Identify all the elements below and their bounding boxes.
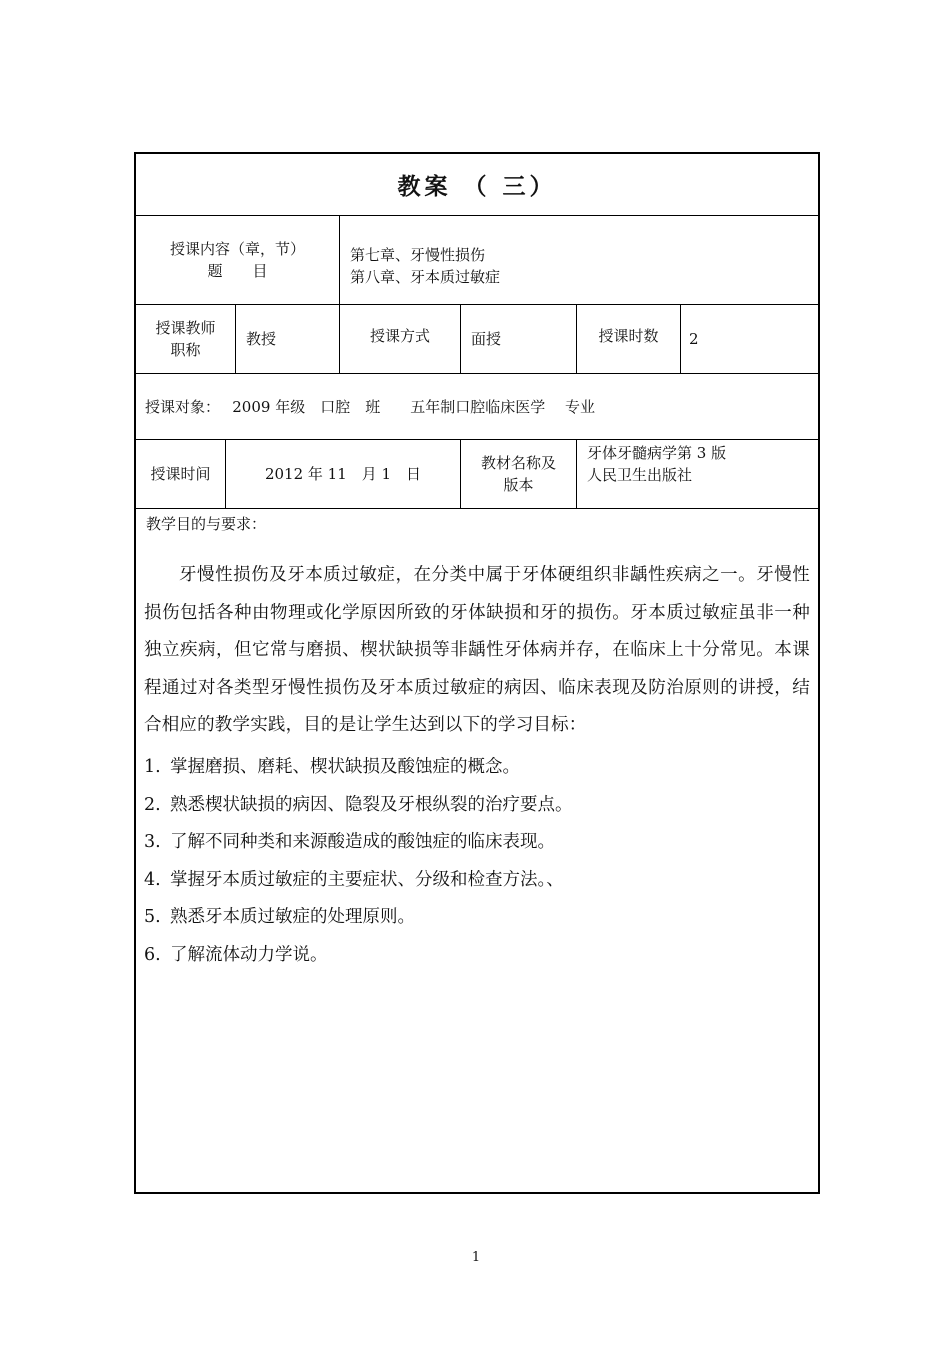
teacher-title-value: 教授 xyxy=(246,330,277,348)
list-item xyxy=(144,899,810,937)
list-item xyxy=(144,749,810,787)
textbook-value-cell xyxy=(577,440,818,508)
teacher-title-cell xyxy=(236,305,340,373)
audience-text: 授课对象： 2009 年级 口腔 班 五年制口腔临床医学 专业 xyxy=(145,397,595,416)
teacher-label-cell xyxy=(136,305,236,373)
hours-value-cell xyxy=(681,305,818,373)
list-item-text: 了解流体动力学说。 xyxy=(170,944,328,965)
content-label-line1: 授课内容（章，节） xyxy=(169,240,305,258)
list-item-text: 掌握磨损、磨耗、楔状缺损及酸蚀症的概念。 xyxy=(170,757,520,777)
hours-label-cell xyxy=(577,305,681,373)
method-label: 授课方式 xyxy=(369,327,430,345)
list-item-number: 5. xyxy=(144,907,161,927)
teacher-row xyxy=(136,305,818,374)
list-item xyxy=(144,787,810,825)
list-item xyxy=(144,937,810,975)
objectives-heading: 教学目的与要求： xyxy=(146,515,267,533)
chapter-line1: 第七章、牙慢性损伤 xyxy=(350,246,486,264)
content-label-line2: 题 目 xyxy=(207,262,268,280)
time-label-cell xyxy=(136,440,226,508)
list-item-number: 4. xyxy=(144,869,161,890)
list-item xyxy=(144,862,810,900)
chapter-line2: 第八章、牙本质过敏症 xyxy=(350,268,501,286)
hours-label: 授课时数 xyxy=(598,327,659,345)
textbook-line1: 牙体牙髓病学第 3 版 xyxy=(587,444,727,462)
list-item xyxy=(144,824,810,862)
lesson-plan-table xyxy=(134,152,820,1194)
content-label-cell xyxy=(136,216,340,304)
page-number: 1 xyxy=(471,1250,481,1265)
content-row xyxy=(136,216,818,305)
list-item-text: 熟悉牙本质过敏症的处理原则。 xyxy=(170,907,415,927)
teacher-label-line2: 职称 xyxy=(170,341,201,359)
objectives-paragraph: 牙慢性损伤及牙本质过敏症，在分类中属于牙体硬组织非龋性疾病之一。牙慢性损伤包括各种由物理或化学原因所致的牙体缺损和牙的损伤。牙本质过敏症虽非一种独立疾病，但它常与磨损、楔状缺损等非龋性牙体病并存，在临床上十分常见。本课程通过对各类型牙慢性损伤及牙本质过敏症的病因、临床表现及防治原则的讲授，结合相应的教学实践，目的是让学生达到以下的学习目标： xyxy=(144,565,810,735)
time-label: 授课时间 xyxy=(150,465,211,483)
list-item-text: 熟悉楔状缺损的病因、隐裂及牙根纵裂的治疗要点。 xyxy=(170,794,573,815)
list-item-text: 了解不同种类和来源酸造成的酸蚀症的临床表现。 xyxy=(170,832,555,852)
list-item-number: 3. xyxy=(144,832,161,852)
content-value-cell xyxy=(340,216,818,304)
method-value-cell xyxy=(461,305,577,373)
page-title: 教案 （ 三） xyxy=(397,173,557,200)
list-item-number: 2. xyxy=(144,794,161,815)
time-row xyxy=(136,440,818,509)
method-value: 面授 xyxy=(471,330,502,348)
time-value-cell xyxy=(226,440,461,508)
textbook-line2: 人民卫生出版社 xyxy=(587,466,693,484)
teacher-label-line1: 授课教师 xyxy=(155,319,216,337)
audience-row xyxy=(136,374,818,440)
objectives-list xyxy=(144,749,810,974)
list-item-text: 掌握牙本质过敏症的主要症状、分级和检查方法。、 xyxy=(170,869,564,890)
hours-value: 2 xyxy=(689,330,699,348)
textbook-label-line2: 版本 xyxy=(503,476,534,494)
textbook-label-line1: 教材名称及 xyxy=(480,454,556,472)
method-label-cell xyxy=(340,305,461,373)
textbook-label-cell xyxy=(461,440,577,508)
list-item-number: 6. xyxy=(144,944,161,965)
time-value: 2012 年 11 月 1 日 xyxy=(264,465,422,483)
list-item-number: 1. xyxy=(144,757,161,777)
title-row xyxy=(136,154,818,216)
objectives-section xyxy=(136,509,818,1192)
